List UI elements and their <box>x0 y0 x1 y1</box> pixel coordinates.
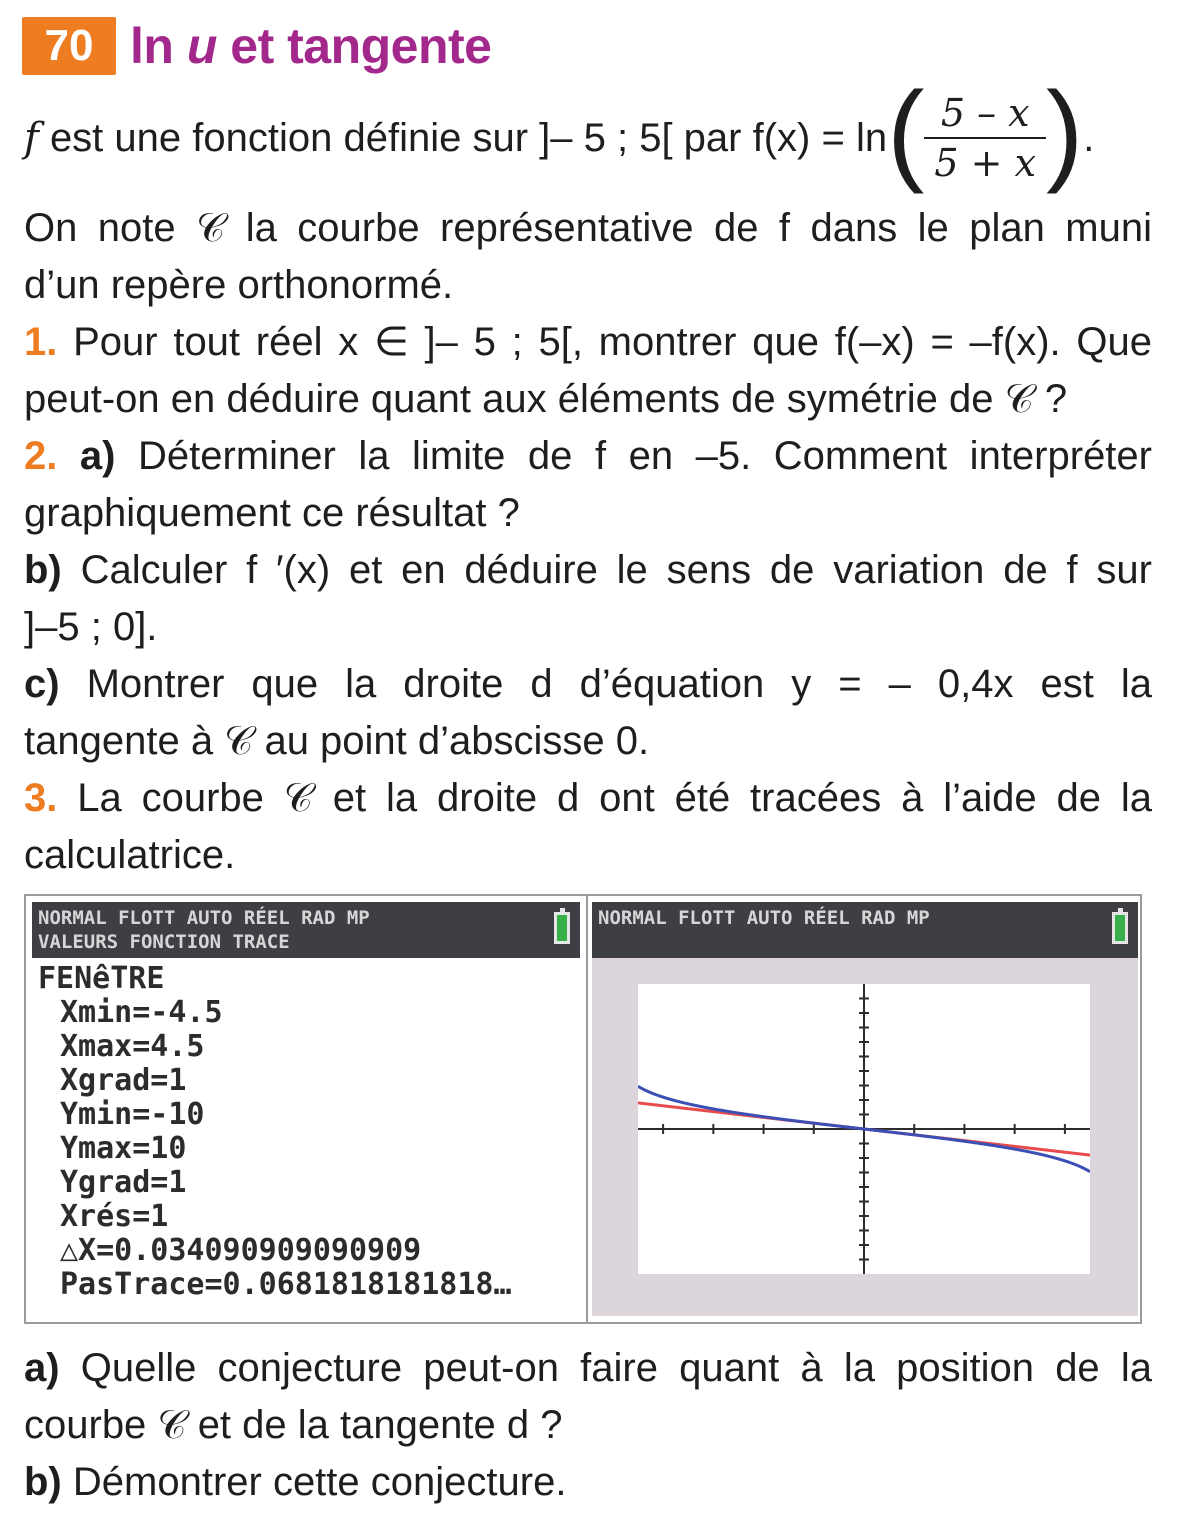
function-graph <box>638 984 1090 1274</box>
question-3-parts: a) Quelle conjecture peut-on faire quant à la position de la courbe 𝒞 et de la tangente d ? b) Démontrer cette conjecture. <box>24 1346 1152 1504</box>
exercise-header <box>22 16 491 76</box>
setting-deltax: △X=0.034090909090909 <box>60 1233 422 1268</box>
exercise-number-badge: 70 <box>22 17 116 75</box>
question-1: 1. Pour tout réel x ∈ ]– 5 ; 5[, montrer que f(–x) = –f(x). Que peut-on en déduire quant aux éléments de symétrie de 𝒞 ? <box>24 320 1152 421</box>
graph-screen <box>592 902 1138 1316</box>
question-2: 2. a) Déterminer la limite de f en –5. Comment interpréter graphiquement ce résultat ? b) Calculer f ′(x) et en déduire le sens de variation de f sur ]–5 ; 0]. c) Montrer que la droite d d’équation y = – 0,4x est la tangente à 𝒞 au point d’abscisse 0. <box>24 434 1152 763</box>
battery-icon <box>1112 912 1128 944</box>
exercise-title: ln u et tangente <box>130 18 492 74</box>
setting-xres: Xrés=1 <box>60 1199 169 1234</box>
window-settings-screen <box>32 902 580 1316</box>
window-settings-list: FENêTRE Xmin=-4.5 Xmax=4.5 Xgrad=1 Ymin=-10 Ymax=10 Ygrad=1 Xrés=1 △X=0.034090909090909 PasTrace=0.0681818181818… <box>32 962 580 1302</box>
setting-pastrace: PasTrace=0.0681818181818… <box>60 1267 512 1302</box>
setting-ygrad: Ygrad=1 <box>60 1165 187 1200</box>
setting-ymax: Ymax=10 <box>60 1131 187 1166</box>
graph-area <box>638 984 1090 1274</box>
screen-divider <box>586 896 588 1322</box>
intro-paragraph: On note 𝒞 la courbe représentative de f dans le plan muni d’un repère orthonormé. <box>24 206 1152 307</box>
calculator-screens <box>24 894 1142 1324</box>
question-3: 3. La courbe 𝒞 et la droite d ont été tracées à l’aide de la calculatrice. <box>24 776 1152 877</box>
setting-xgrad: Xgrad=1 <box>60 1063 187 1098</box>
setting-xmin: Xmin=-4.5 <box>60 995 223 1030</box>
fraction: $\frac{5 - x}{5 + x}$ <box>924 89 1046 187</box>
graph-status-bar: NORMAL FLOTT AUTO RÉEL RAD MP <box>592 902 1138 958</box>
status-bar: NORMAL FLOTT AUTO RÉEL RAD MP VALEURS FONCTION TRACE <box>32 902 580 958</box>
battery-icon <box>554 912 570 944</box>
intro-definition: f est une fonction définie sur ]– 5 ; 5[ par f(x) = ln ( $\frac{5 - x}{5 + x}$ ) . <box>24 69 1095 194</box>
setting-xmax: Xmax=4.5 <box>60 1029 205 1064</box>
setting-ymin: Ymin=-10 <box>60 1097 205 1132</box>
